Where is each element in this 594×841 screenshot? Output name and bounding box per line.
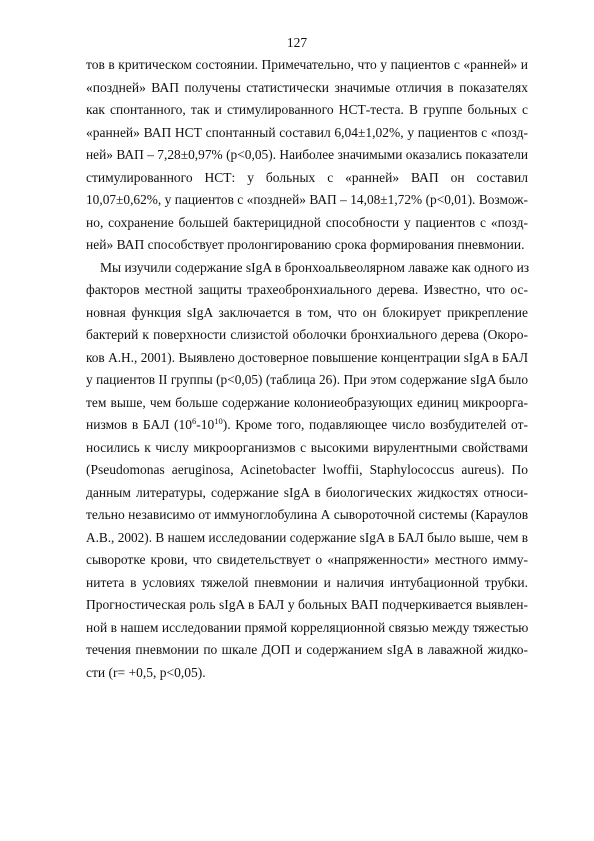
paragraph-siga	[86, 257, 528, 685]
text-line: ков А.Н., 2001). Выявлено достоверное повышение концентрации sIgA в БАЛ	[86, 349, 528, 365]
text-line: ной в нашем исследовании прямой корреляционной связью между тяжестью	[86, 619, 529, 635]
text-line: 10,07±0,62%, у пациентов с «поздней» ВАП – 14,08±1,72% (р<0,01). Возмож-	[86, 192, 528, 207]
text-line: факторов местной защиты трахеобронхиального дерева. Известно, что ос-	[86, 282, 528, 297]
line-segment: низмов в БАЛ (10	[86, 417, 192, 432]
text-line: тем выше, чем больше содержание колониеобразующих единиц микроорга-	[86, 394, 528, 410]
text-line: данным литературы, содержание sIgA в биологических жидкостях относи-	[86, 484, 528, 500]
text-line: «поздней» ВАП получены статистически значимые отличия в показателях	[86, 79, 528, 95]
text-line: нитета в условиях тяжелой пневмонии и наличия интубационной трубки.	[86, 574, 528, 590]
text-line: у пациентов II группы (р<0,05) (таблица 26). При этом содержание sIgA было	[86, 372, 528, 387]
text-line: А.В., 2002). В нашем исследовании содержание sIgA в БАЛ было выше, чем в	[86, 529, 528, 545]
text-line-with-superscripts	[86, 414, 528, 437]
text-line: как спонтанного, так и стимулированного НСТ-теста. В группе больных с	[86, 102, 528, 117]
line-segment: -10	[196, 417, 215, 432]
text-line: сти (r= +0,5, p<0,05).	[86, 664, 206, 680]
text-line: (Pseudomonas aeruginosa, Acinetobacter lwoffii, Staphylococcus aureus). По	[86, 462, 528, 477]
text-line: «ранней» ВАП НСТ спонтанный составил 6,04±1,02%, у пациентов с «позд-	[86, 124, 528, 140]
text-line: Мы изучили содержание sIgA в бронхоальвеолярном лаваже как одного из	[100, 259, 530, 275]
text-line: но, сохранение большей бактерицидной способности у пациентов с «позд-	[86, 214, 528, 230]
line-segment: ). Кроме того, подавляющее число возбудителей от-	[222, 417, 528, 432]
text-line: ней» ВАП способствует пролонгированию срока формирования пневмонии.	[86, 237, 525, 252]
text-line: стимулированного НСТ: у больных с «ранней» ВАП он составил	[86, 169, 528, 185]
text-line: носились к числу микроорганизмов с высокими вирулентными свойствами	[86, 439, 528, 455]
superscript-exponent: 6	[191, 416, 197, 426]
text-line: ней» ВАП – 7,28±0,97% (р<0,05). Наиболее значимыми оказались показатели	[86, 147, 528, 162]
text-line: новная функция sIgA заключается в том, что он блокирует прикрепление	[86, 304, 528, 320]
text-line: бактерий к поверхности слизистой оболочки бронхиального дерева (Окоро-	[86, 327, 528, 342]
text-line: течения пневмонии по шкале ДОП и содержанием sIgA в лаважной жидко-	[86, 642, 528, 657]
text-line: тельно независимо от иммуноглобулина А сывороточной системы (Караулов	[86, 507, 529, 522]
superscript-exponent: 10	[214, 416, 223, 426]
text-line: сыворотке крови, что свидетельствует о «напряженности» местного имму-	[86, 552, 528, 567]
text-line: Прогностическая роль sIgA в БАЛ у больных ВАП подчеркивается выявлен-	[86, 597, 528, 612]
text-line: тов в критическом состоянии. Примечательно, что у пациентов с «ранней» и	[86, 57, 528, 72]
page-number: 127	[286, 35, 308, 50]
document-body	[86, 54, 528, 684]
paragraph-nst-test	[86, 54, 528, 257]
